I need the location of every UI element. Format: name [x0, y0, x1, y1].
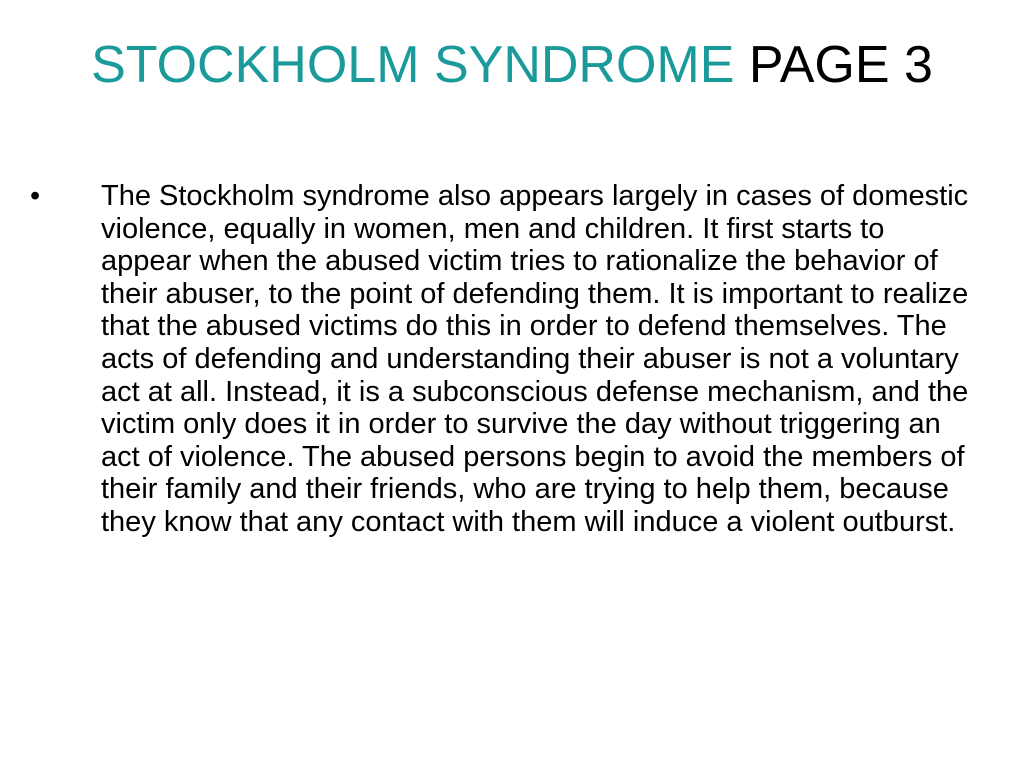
- bullet-text: The Stockholm syndrome also appears largely in cases of domestic violence, equally in women, men and children. It first starts to appear when the abused victim tries to rationalize the behavior of their abuser, to the point of defending them. It is important to realize that the abused victims do this in order to defend themselves. The acts of defending and understanding their abuser is not a voluntary act at all. Instead, it is a subconscious defense mechanism, and the victim only does it in order to survive the day without triggering an act of violence. The abused persons begin to avoid the members of their family and their friends, who are trying to help them, because they know that any contact with them will induce a violent outburst.: [101, 180, 969, 538]
- bullet-icon: •: [30, 180, 41, 212]
- bullet-item: [30, 180, 970, 539]
- bullet-list: [30, 180, 970, 539]
- slide-title: [40, 34, 984, 96]
- title-accent-text: STOCKHOLM SYNDROME: [91, 36, 735, 94]
- title-page-number: PAGE 3: [748, 36, 933, 94]
